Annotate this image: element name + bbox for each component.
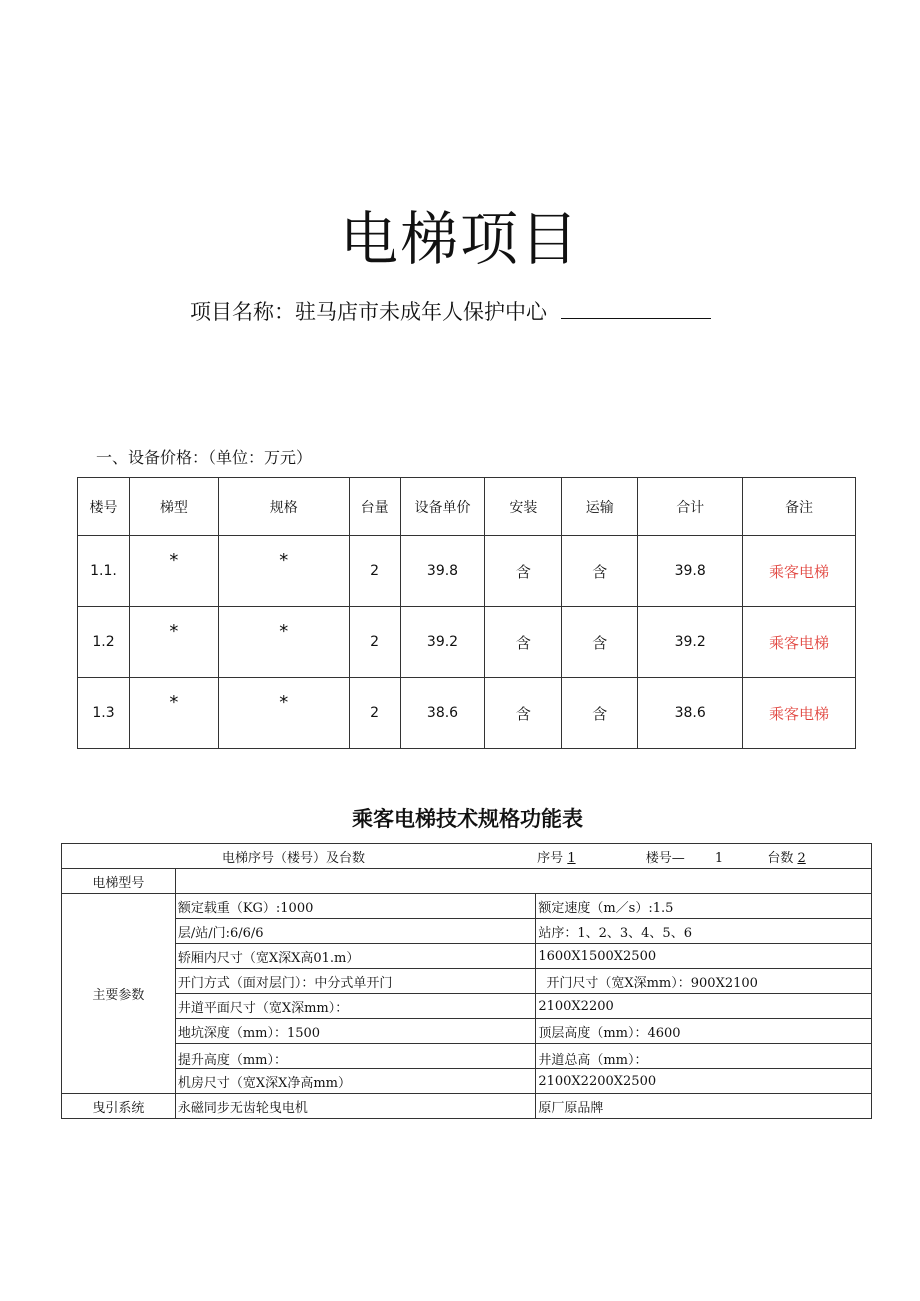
cell-unit-price: 39.2 [400,607,485,678]
model-label: 电梯型号 [62,869,176,894]
cell-spec: * [218,536,349,607]
cell-building: 1.2 [78,607,130,678]
cell-total: 38.6 [638,678,743,749]
cell-unit-price: 39.8 [400,536,485,607]
param-right: 井道总高（mm）： [536,1044,872,1069]
cell-total: 39.8 [638,536,743,607]
param-left: 提升高度（mm）： [175,1044,536,1069]
cell-building: 1.1. [78,536,130,607]
header-cell: 设备单价 [400,478,485,536]
header-cell: 规格 [218,478,349,536]
cell-remark: 乘客电梯 [743,536,856,607]
spec-header-row [62,844,872,869]
price-table [77,477,856,749]
param-right: 2100X2200 [536,994,872,1019]
page-title: 电梯项目 [339,205,580,273]
spec-param-row [62,969,872,994]
cell-spec: * [218,678,349,749]
header-cell: 安装 [485,478,562,536]
building-value: 1 [714,850,724,866]
price-header-row [78,478,856,536]
spec-traction-row [62,1094,872,1119]
spec-table-title: 乘客电梯技术规格功能表 [352,807,583,831]
param-right: 站序：1、2、3、4、5、6 [536,919,872,944]
table-row [78,678,856,749]
header-cell: 运输 [562,478,638,536]
param-left: 地坑深度（mm）：1500 [175,1019,536,1044]
seq-value: 1 [567,850,576,866]
project-name: 驻马店市未成年人保护中心 [295,300,547,324]
seq-label: 序号 [537,850,564,866]
project-underline [561,300,711,319]
count-value: 2 [797,850,806,866]
param-right: 顶层高度（mm）：4600 [536,1019,872,1044]
header-cell: 梯型 [129,478,218,536]
param-left: 井道平面尺寸（宽X深mm）： [175,994,536,1019]
cell-spec: * [218,607,349,678]
cell-remark: 乘客电梯 [743,607,856,678]
spec-table [61,843,872,1119]
spec-param-row [62,1069,872,1094]
section-price-heading: 一、设备价格：（单位：万元） [96,448,313,467]
cell-transport: 含 [562,678,638,749]
traction-value: 永磁同步无齿轮曳电机 [175,1094,536,1119]
spec-model-row [62,869,872,894]
project-line [190,296,711,326]
spec-param-row [62,894,872,919]
main-params-label: 主要参数 [62,894,176,1094]
header-cell: 备注 [743,478,856,536]
building-label: 楼号— [645,850,685,866]
cell-qty: 2 [349,536,400,607]
cell-type: * [129,678,218,749]
cell-transport: 含 [562,607,638,678]
spec-header-label: 电梯序号（楼号）及台数 [222,850,366,866]
cell-unit-price: 38.6 [400,678,485,749]
param-right: 开门尺寸（宽X深mm）：900X2100 [536,969,872,994]
project-label: 项目名称： [190,300,295,324]
cell-remark: 乘客电梯 [743,678,856,749]
cabin-size-value: 1600X1500X2500 [538,948,657,964]
cell-qty: 2 [349,607,400,678]
model-value [175,869,871,894]
spec-param-row [62,919,872,944]
param-left: 层/站/门:6/6/6 [175,919,536,944]
cell-building: 1.3 [78,678,130,749]
traction-label: 曳引系统 [62,1094,176,1119]
header-cell: 楼号 [78,478,130,536]
traction-brand: 原厂原品牌 [536,1094,872,1119]
param-right: 额定速度（m／s）:1.5 [536,894,872,919]
cell-type: * [129,536,218,607]
header-cell: 合计 [638,478,743,536]
spec-param-row [62,1019,872,1044]
cell-transport: 含 [562,536,638,607]
table-row [78,536,856,607]
spec-param-row [62,944,872,969]
param-left: 机房尺寸（宽X深X净高mm） [175,1069,536,1094]
cell-qty: 2 [349,678,400,749]
header-cell: 台量 [349,478,400,536]
param-left: 轿厢内尺寸（宽X深X高01.m） [175,944,536,969]
param-left: 开门方式（面对层门）：中分式单开门 [175,969,536,994]
cell-install: 含 [485,536,562,607]
table-row [78,607,856,678]
cell-type: * [129,607,218,678]
spec-param-row [62,994,872,1019]
param-right: 2100X2200X2500 [536,1069,872,1094]
param-left: 额定载重（KG）:1000 [175,894,536,919]
cell-total: 39.2 [638,607,743,678]
cell-install: 含 [485,607,562,678]
count-label: 台数 [767,850,794,866]
spec-param-row [62,1044,872,1069]
cell-install: 含 [485,678,562,749]
param-right [536,944,872,969]
